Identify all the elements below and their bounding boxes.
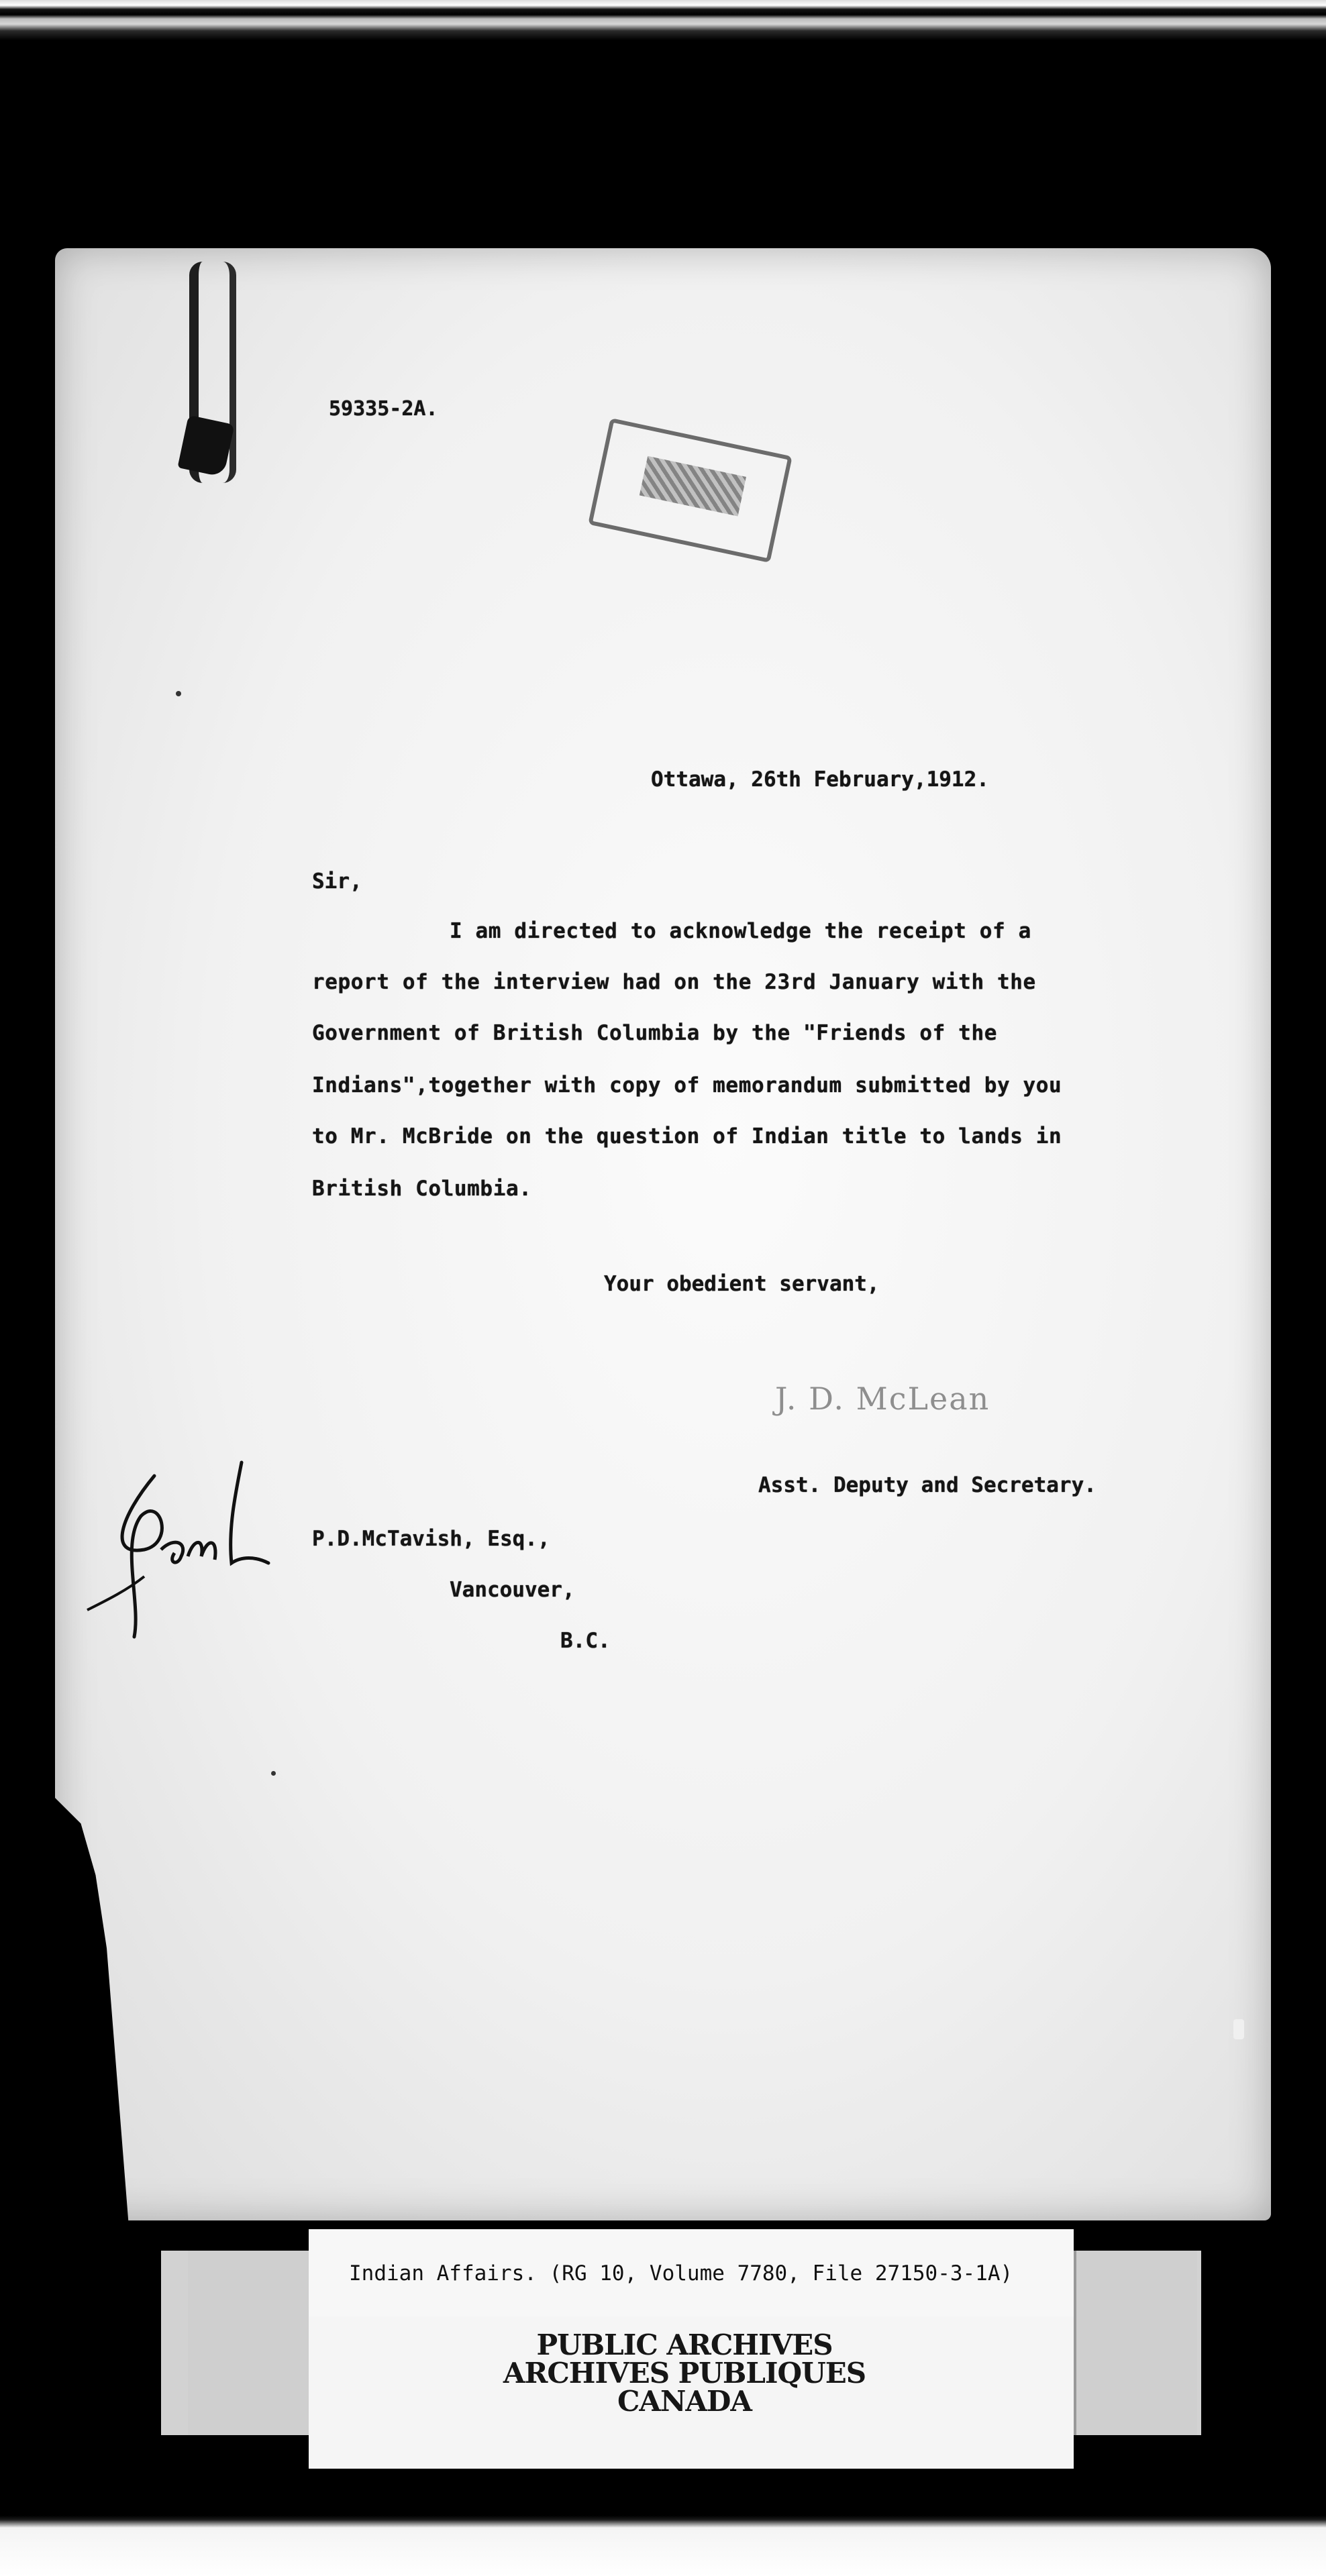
letter-page (55, 248, 1271, 2220)
salutation: Sir, (312, 869, 362, 894)
paper-speck (271, 1771, 276, 1776)
film-edge-bottom (0, 2516, 1326, 2576)
film-edge-top (0, 0, 1326, 40)
addressee-city: Vancouver, (450, 1578, 575, 1602)
body-line: British Columbia. (312, 1177, 532, 1201)
file-reference-number: 59335-2A. (329, 397, 438, 421)
archives-stamp-line: ARCHIVES PUBLIQUES (503, 2357, 866, 2390)
signature-stamp: J. D. McLean (775, 1381, 990, 1417)
body-line: I am directed to acknowledge the receipt of a (450, 919, 1031, 943)
paper-speck (176, 691, 181, 696)
archives-stamp-line: PUBLIC ARCHIVES (536, 2328, 833, 2361)
signatory-title: Asst. Deputy and Secretary. (758, 1473, 1096, 1497)
addressee-province: B.C. (560, 1629, 611, 1653)
received-stamp-ink (640, 456, 746, 517)
letter-date: Ottawa, 26th February,1912. (651, 767, 989, 792)
handwritten-initials (81, 1456, 282, 1657)
public-archives-stamp (470, 2328, 899, 2418)
archives-stamp-line: CANADA (617, 2385, 752, 2418)
paper-speck (1233, 2019, 1244, 2039)
body-line: Government of British Columbia by the "Friends of the (312, 1021, 997, 1045)
archive-holder-right (1074, 2251, 1197, 2435)
body-line: report of the interview had on the 23rd January with the (312, 970, 1036, 994)
body-line: to Mr. McBride on the question of Indian title to lands in (312, 1124, 1062, 1148)
addressee-name: P.D.McTavish, Esq., (312, 1527, 550, 1551)
complimentary-closing: Your obedient servant, (604, 1272, 880, 1296)
archive-citation: Indian Affairs. (RG 10, Volume 7780, File 27150-3-1A) (349, 2261, 1013, 2286)
archive-citation-label (309, 2229, 1074, 2316)
body-line: Indians",together with copy of memorandum submitted by you (312, 1073, 1062, 1097)
archive-holder-left (188, 2251, 311, 2435)
